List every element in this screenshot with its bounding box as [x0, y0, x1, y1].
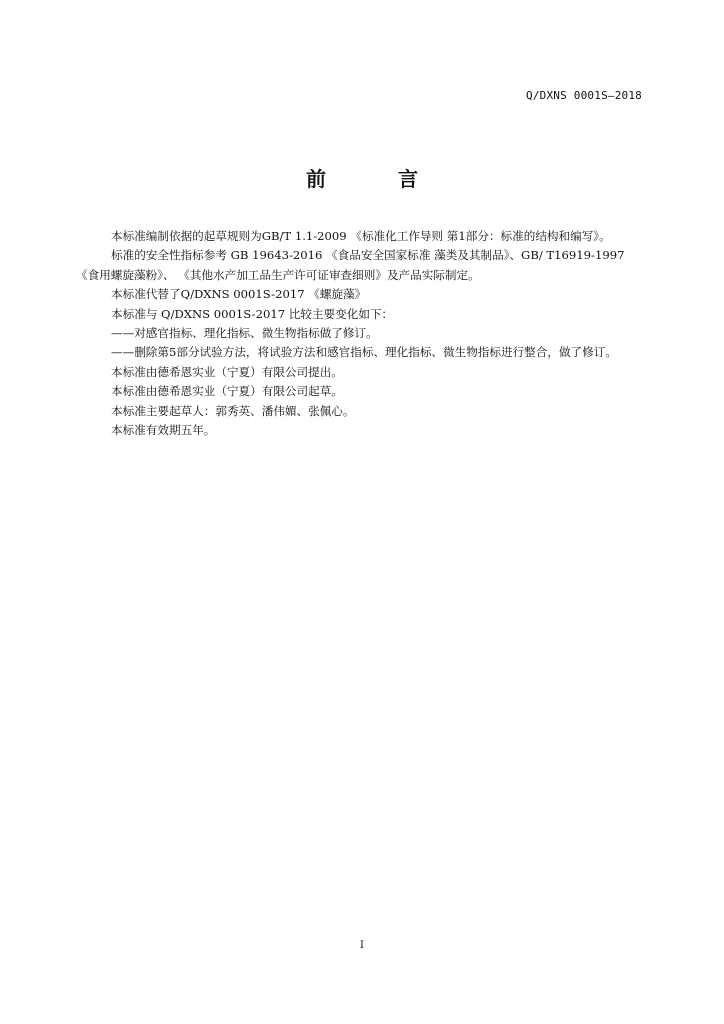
- paragraph-proposed-by: 本标准由德希恩实业（宁夏）有限公司提出。: [111, 364, 343, 379]
- page-number: I: [360, 940, 364, 951]
- foreword-body: [76, 227, 664, 440]
- page-title: 前 言: [306, 167, 444, 191]
- paragraph-drafters: 本标准主要起草人：郭秀英、潘伟媚、张佩心。: [111, 403, 355, 418]
- list-item-change-2: ——删除第5部分试验方法，将试验方法和感官指标、理化指标、微生物指标进行整合，做了修订。: [111, 345, 617, 360]
- paragraph-drafting-rules: 本标准编制依据的起草规则为GB/T 1.1-2009 《标准化工作导则 第1部分：标准的结构和编写》。: [111, 229, 611, 243]
- paragraph-safety-indicators-continued: 《食用螺旋藻粉》、 《其他水产加工品生产许可证审查细则》及产品实际制定。: [76, 267, 480, 282]
- paragraph-safety-indicators: 标准的安全性指标参考 GB 19643-2016 《食品安全国家标准 藻类及其制品》、GB/ T16919-1997: [111, 248, 625, 263]
- paragraph-changes-intro: 本标准与 Q/DXNS 0001S-2017 比较主要变化如下：: [111, 306, 394, 321]
- standard-code-header: Q/DXNS 0001S—2018: [526, 89, 642, 102]
- paragraph-validity: 本标准有效期五年。: [111, 423, 216, 438]
- paragraph-replaces: 本标准代替了Q/DXNS 0001S-2017 《螺旋藻》: [111, 287, 367, 302]
- list-item-change-1: ——对感官指标、理化指标、微生物指标做了修订。: [111, 326, 378, 341]
- paragraph-drafted-by: 本标准由德希恩实业（宁夏）有限公司起草。: [111, 384, 343, 399]
